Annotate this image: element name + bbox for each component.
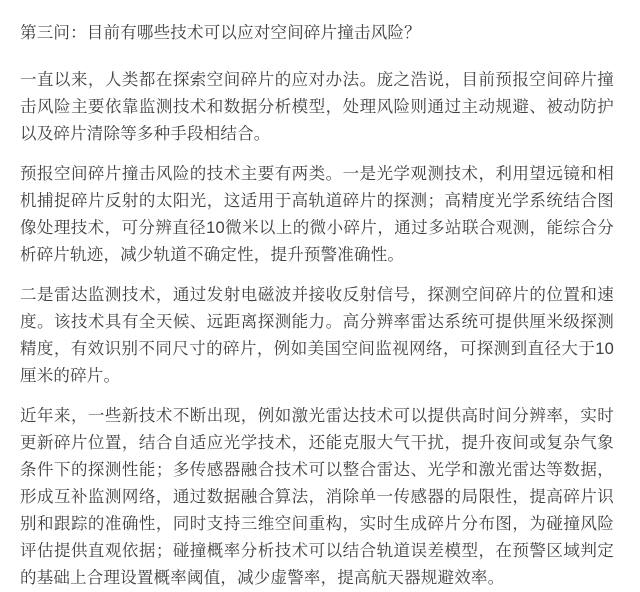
- article-paragraph: 一直以来，人类都在探索空间碎片的应对办法。庞之浩说，目前预报空间碎片撞击风险主要依靠监测技术和数据分析模型，处理风险则通过主动规避、被动防护以及碎片清除等多种手段相结合。: [20, 71, 614, 143]
- article-paragraph: 近年来，一些新技术不断出现，例如激光雷达技术可以提供高时间分辨率，实时更新碎片位置，结合自适应光学技术，还能克服大气干扰，提升夜间或复杂气象条件下的探测性能；多传感器融合技术可以整合雷达、光学和激光雷达等数据，形成互补监测网络，通过数据融合算法，消除单一传感器的局限性，提高碎片识别和跟踪的准确性，同时支持三维空间重构，实时生成碎片分布图，为碰撞风险评估提供直观依据；碰撞概率分析技术可以结合轨道误差模型，在预警区域判定的基础上合理设置概率阈值，减少虚警率，提高航天器规避效率。: [20, 407, 614, 587]
- article-paragraph: 预报空间碎片撞击风险的技术主要有两类。一是光学观测技术，利用望远镜和相机捕捉碎片反射的太阳光，这适用于高轨道碎片的探测；高精度光学系统结合图像处理技术，可分辨直径10微米以上的微小碎片，通过多站联合观测，能综合分析碎片轨迹，减少轨道不确定性，提升预警准确性。: [20, 165, 614, 264]
- article-paragraph: 二是雷达监测技术，通过发射电磁波并接收反射信号，探测空间碎片的位置和速度。该技术具有全天候、远距离探测能力。高分辨率雷达系统可提供厘米级探测精度，有效识别不同尺寸的碎片，例如美国空间监视网络，可探测到直径大于10厘米的碎片。: [20, 286, 614, 385]
- article-question-heading: 第三问：目前有哪些技术可以应对空间碎片撞击风险？: [20, 24, 421, 42]
